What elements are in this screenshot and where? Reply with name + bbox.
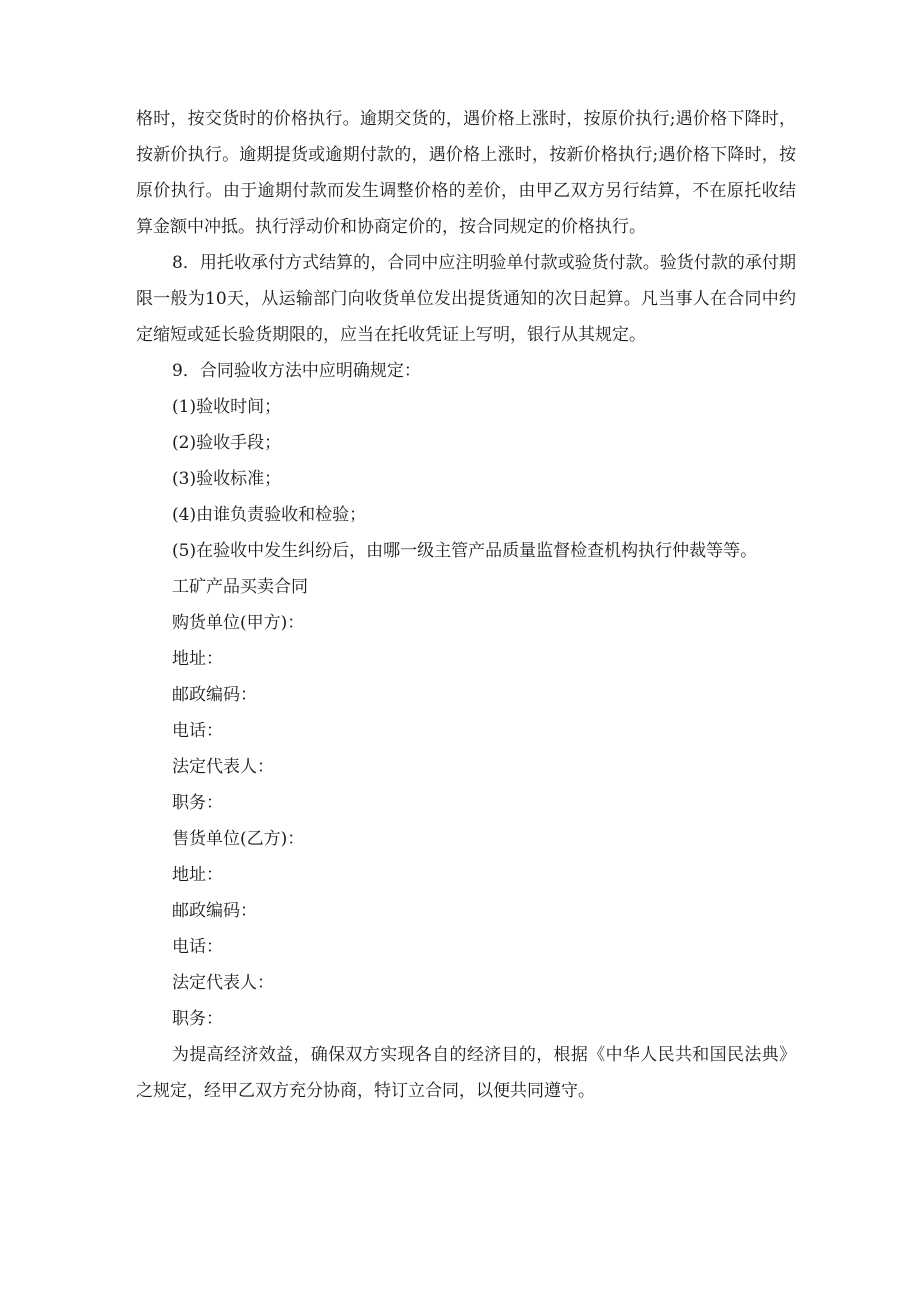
seller-phone-field: 电话： bbox=[172, 937, 223, 957]
seller-label: 售货单位(乙方)： bbox=[172, 829, 305, 849]
buyer-legal-rep-field: 法定代表人： bbox=[172, 757, 274, 777]
buyer-address-field: 地址： bbox=[172, 649, 223, 669]
list-item-inspection-time: (1)验收时间； bbox=[172, 397, 282, 417]
paragraph-price-continuation: 格时，按交货时的价格执行。逾期交货的，遇价格上涨时，按原价执行;遇价格下降时，按新价执行。逾期提货或逾期付款的，遇价格上涨时，按新价格执行;遇价格下降时，按原价执行。由于逾期付款而发生调整价格的差价，由甲乙双方另行结算，不在原托收结算金额中冲抵。执行浮动价和协商定价的，按合同规定的价格执行。 bbox=[136, 109, 796, 237]
paragraph-item-9: 9．合同验收方法中应明确规定： bbox=[172, 361, 421, 381]
seller-legal-rep-field: 法定代表人： bbox=[172, 973, 274, 993]
paragraph-preamble: 为提高经济效益，确保双方实现各自的经济目的，根据《中华人民共和国民法典》之规定，经甲乙双方充分协商，特订立合同，以便共同遵守。 bbox=[136, 1045, 796, 1101]
buyer-phone-field: 电话： bbox=[172, 721, 223, 741]
list-item-inspection-responsible: (4)由谁负责验收和检验； bbox=[172, 505, 367, 525]
seller-position-field: 职务： bbox=[172, 1009, 223, 1029]
seller-address-field: 地址： bbox=[172, 865, 223, 885]
paragraph-item-8: 8．用托收承付方式结算的，合同中应注明验单付款或验货付款。验货付款的承付期限一般为10天，从运输部门向收货单位发出提货通知的次日起算。凡当事人在合同中约定缩短或延长验货期限的，应当在托收凭证上写明，银行从其规定。 bbox=[136, 253, 796, 345]
list-item-inspection-standard: (3)验收标准； bbox=[172, 469, 282, 489]
list-item-inspection-means: (2)验收手段； bbox=[172, 433, 282, 453]
list-item-dispute-arbitration: (5)在验收中发生纠纷后，由哪一级主管产品质量监督检查机构执行仲裁等等。 bbox=[172, 541, 758, 561]
buyer-label: 购货单位(甲方)： bbox=[172, 613, 305, 633]
document-page bbox=[136, 101, 796, 1109]
contract-title: 工矿产品买卖合同 bbox=[172, 577, 308, 597]
buyer-postcode-field: 邮政编码： bbox=[172, 685, 257, 705]
buyer-position-field: 职务： bbox=[172, 793, 223, 813]
seller-postcode-field: 邮政编码： bbox=[172, 901, 257, 921]
